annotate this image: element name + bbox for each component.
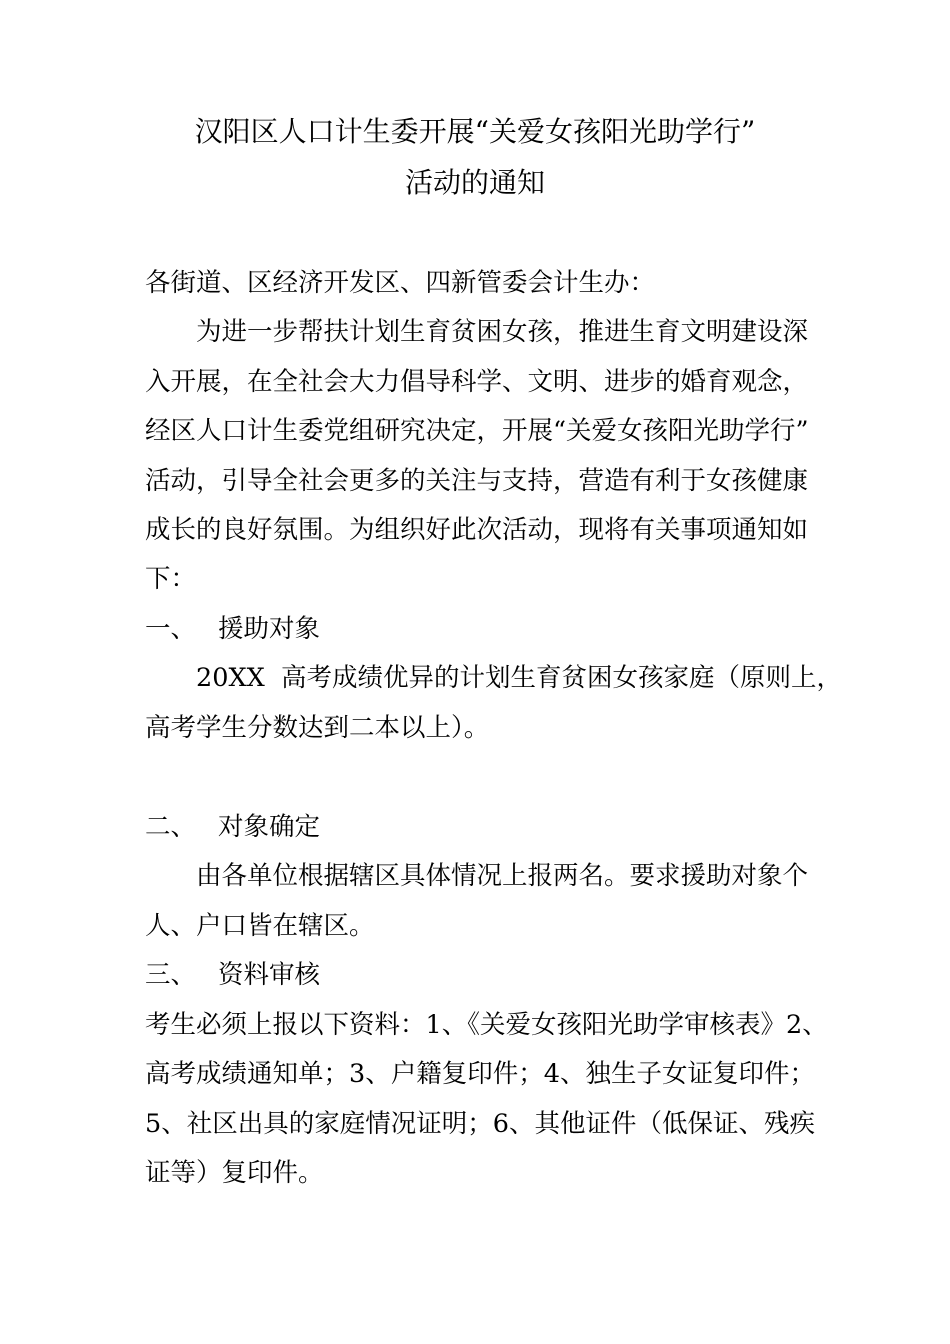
intro-line-6: 下：: [145, 564, 197, 594]
intro-line-3: 经区人口计生委党组研究决定，开展“关爱女孩阳光助学行”: [145, 416, 809, 446]
intro-line-1: 为进一步帮扶计划生育贫困女孩，推进生育文明建设深: [196, 317, 809, 347]
section-2-heading: [145, 810, 320, 844]
section-3-title: 资料审核: [218, 960, 321, 990]
section-2-number: 二、: [145, 812, 197, 842]
section-1-title: 援助对象: [218, 614, 321, 644]
section-3-line-1: 考生必须上报以下资料：1、《关爱女孩阳光助学审核表》2、: [145, 1010, 828, 1040]
section-3-number: 三、: [145, 960, 197, 990]
section-2-line-2: 人、户口皆在辖区。: [145, 911, 375, 941]
document-title-line-2: 活动的通知: [404, 166, 545, 199]
intro-line-4: 活动，引导全社会更多的关注与支持，营造有利于女孩健康: [145, 466, 809, 496]
intro-line-5: 成长的良好氛围。为组织好此次活动，现将有关事项通知如: [145, 515, 809, 545]
section-1-number: 一、: [145, 614, 197, 644]
section-3-line-3: 5、社区出具的家庭情况证明；6、其他证件（低保证、残疾: [145, 1109, 815, 1139]
document-title-line-1: 汉阳区人口计生委开展“关爱女孩阳光助学行”: [194, 115, 756, 148]
section-2-title: 对象确定: [218, 812, 321, 842]
section-1-line-2: 高考学生分数达到二本以上）。: [145, 713, 490, 743]
section-1-heading: [145, 612, 320, 646]
addressee: 各街道、区经济开发区、四新管委会计生办：: [145, 268, 656, 298]
section-1-line-1: 20XX 高考成绩优异的计划生育贫困女孩家庭（原则上，: [196, 663, 842, 693]
section-3-line-2: 高考成绩通知单；3、户籍复印件；4、独生子女证复印件；: [145, 1059, 815, 1089]
intro-line-2: 入开展，在全社会大力倡导科学、文明、进步的婚育观念，: [145, 367, 809, 397]
section-2-line-1: 由各单位根据辖区具体情况上报两名。要求援助对象个: [196, 861, 809, 891]
section-3-line-4: 证等）复印件。: [145, 1158, 324, 1188]
section-3-heading: [145, 958, 320, 992]
